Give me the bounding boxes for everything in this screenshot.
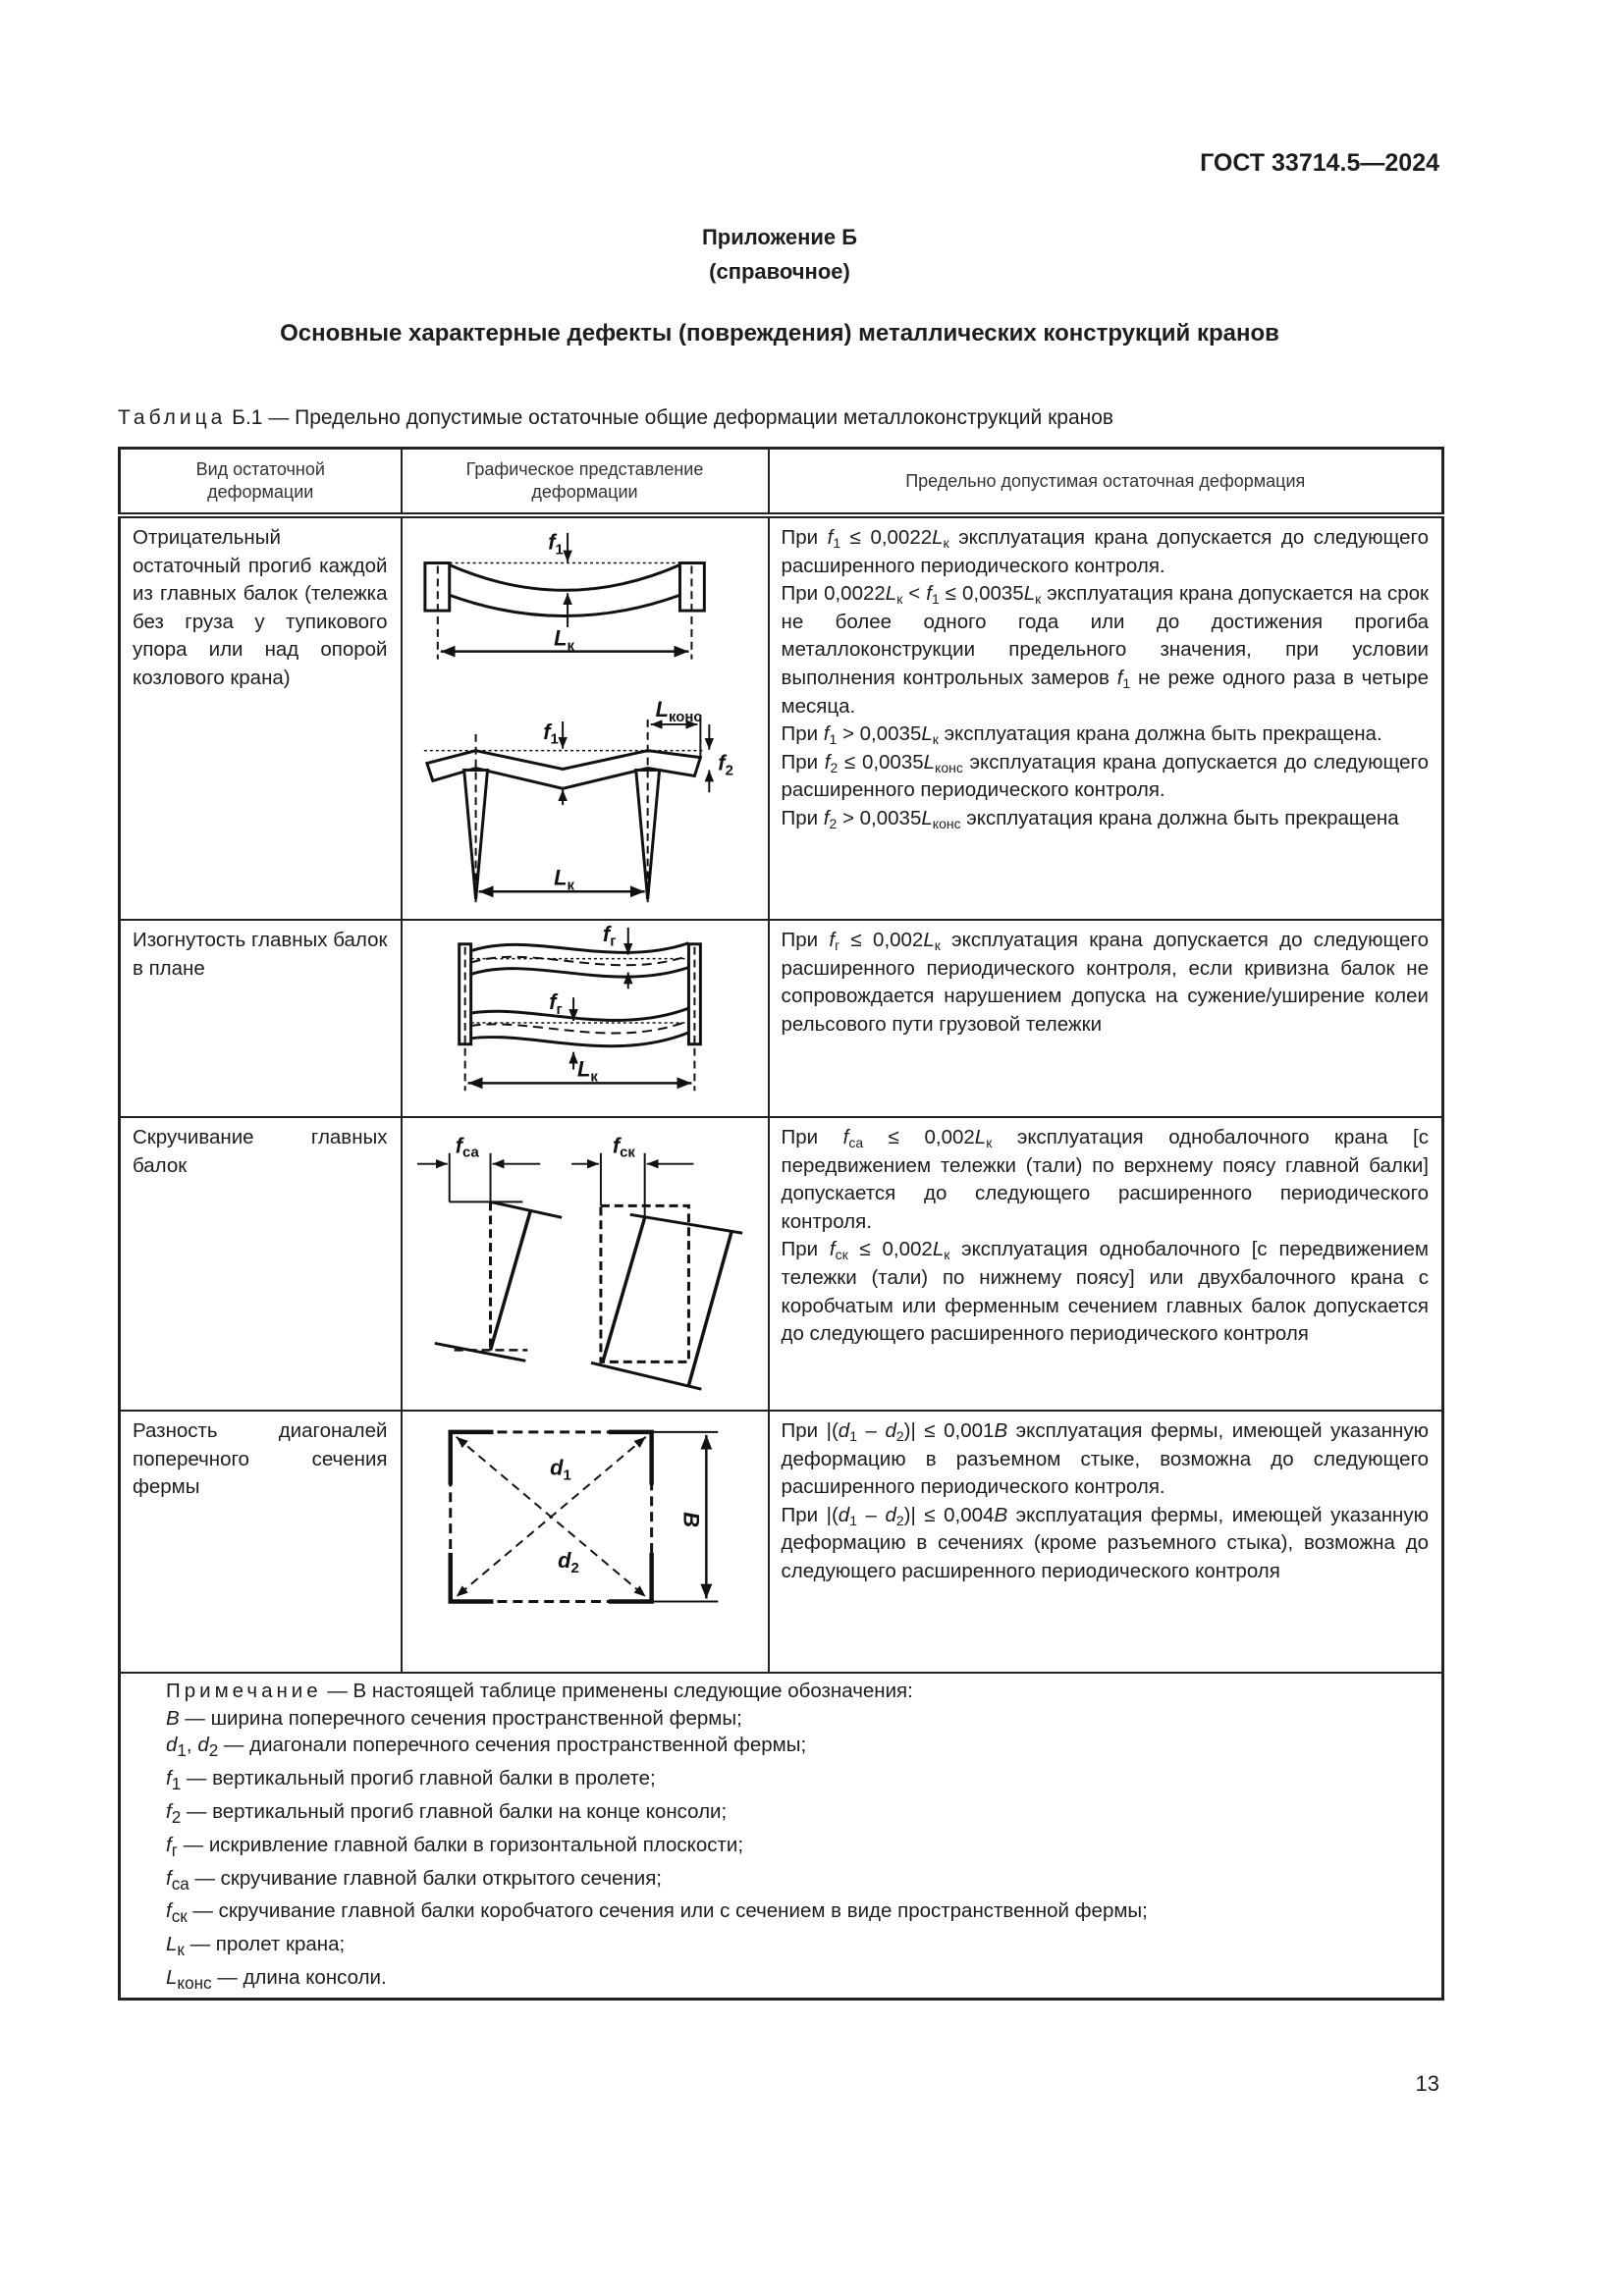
symbol-subscript: г <box>835 937 840 953</box>
symbol: f <box>926 582 932 606</box>
text-run: ≤ 0,002 <box>839 929 924 951</box>
note-intro <box>166 1678 1428 1705</box>
table-caption <box>118 406 1113 430</box>
note-label: Примечание <box>166 1680 322 1702</box>
paragraph <box>782 1124 1430 1236</box>
symbol-subscript: са <box>171 1874 189 1894</box>
symbol: L <box>932 1238 945 1261</box>
limit-text <box>770 518 1442 833</box>
paragraph <box>782 1502 1430 1586</box>
paragraph <box>782 524 1430 580</box>
symbol-subscript: 1 <box>1122 674 1131 691</box>
paragraph <box>782 749 1430 805</box>
symbol: d <box>885 1503 896 1526</box>
symbol: L <box>1023 582 1036 606</box>
text-run: — вертикальный прогиб главной балки в пролете; <box>181 1767 656 1790</box>
symbol-subscript: конс <box>177 1974 212 1994</box>
symbol: f <box>823 722 830 746</box>
text-run: — вертикальный прогиб главной балки на конце консоли; <box>181 1800 728 1823</box>
paragraph <box>166 1897 1428 1931</box>
table-note <box>120 1673 1443 1999</box>
label-fg: $f_г$ <box>602 921 616 950</box>
note-items <box>166 1705 1428 1998</box>
paragraph <box>782 580 1430 721</box>
text-run: При <box>781 1126 843 1148</box>
diagram-cell <box>402 920 769 1117</box>
column-header-text: Предельно допустимая остаточная деформация <box>905 470 1306 491</box>
label-fg: $f_г$ <box>548 989 563 1019</box>
symbol-subscript: к <box>943 535 949 551</box>
note-intro-text: — В настоящей таблице применены следующие обозначения: <box>321 1680 913 1702</box>
limit-cell <box>769 1117 1443 1411</box>
paragraph <box>166 1865 1428 1898</box>
text-run: — скручивание главной балки коробчатого сечения или с сечением в виде пространственной фермы; <box>187 1899 1148 1923</box>
text-run: эксплуатация однобалочного крана [с передвижением тележки (тали) по верхнему поясу главной балки] допускается до следующего расширенного периодического контроля. <box>781 1126 1429 1233</box>
symbol: f <box>1116 666 1123 689</box>
symbol-subscript: к <box>932 731 939 748</box>
deformation-type-cell <box>120 515 402 920</box>
text-run: )| ≤ 0,001 <box>903 1419 995 1442</box>
text-run: ≤ 0,0035 <box>838 750 924 774</box>
symbol: L <box>932 526 944 549</box>
page-number: 13 <box>1415 2071 1439 2096</box>
text-run: эксплуатация крана допускается на срок не более одного года или до достижения прогиба металлоконструкции предельного значения, при условии выполнения контрольных замеров <box>781 582 1429 689</box>
torsion-diagram <box>403 1118 768 1410</box>
paragraph <box>166 1798 1428 1832</box>
column-header <box>120 449 402 516</box>
text-run: эксплуатация крана должна быть прекращена. <box>938 722 1382 746</box>
symbol-subscript: 2 <box>829 815 838 831</box>
symbol: f <box>166 1833 172 1856</box>
label-lk: $L_к$ <box>553 625 574 655</box>
text-run: При |( <box>781 1503 839 1526</box>
symbol-subscript: к <box>896 591 903 608</box>
text-run: При |( <box>781 1419 839 1442</box>
symbol: B <box>166 1706 180 1730</box>
paragraph <box>166 1705 1428 1733</box>
text-run: – <box>856 1503 886 1526</box>
text-run: эксплуатация крана должна быть прекращена <box>960 806 1399 829</box>
table-row <box>120 515 1443 920</box>
label-fca: fса <box>455 1133 479 1161</box>
symbol: f <box>842 1126 849 1148</box>
text-run: При <box>781 1238 830 1261</box>
label-d1: $d_1$ <box>549 1455 571 1484</box>
diagram-cell <box>402 1117 769 1411</box>
table-header-row <box>120 449 1443 516</box>
deformation-type-cell <box>120 920 402 1117</box>
symbol-subscript: ск <box>835 1247 848 1263</box>
text-run: — ширина поперечного сечения пространственной фермы; <box>179 1706 742 1730</box>
text-run: > 0,0035 <box>837 722 922 746</box>
label-b: B <box>677 1512 703 1527</box>
paragraph <box>166 1931 1428 1964</box>
symbol-subscript: г <box>171 1841 178 1860</box>
label-f1: $f_1$ <box>547 529 564 559</box>
label-d2: $d_2$ <box>557 1547 579 1576</box>
deformation-table <box>118 447 1444 2001</box>
symbol: L <box>166 1965 178 1989</box>
symbol-subscript: к <box>1035 591 1042 608</box>
symbol: d <box>838 1419 850 1442</box>
symbol: L <box>923 929 935 951</box>
text-run: )| ≤ 0,004 <box>903 1503 995 1526</box>
text-run: При <box>781 526 828 549</box>
table-row <box>120 1411 1443 1673</box>
label-lkons: $L_{конс}$ <box>655 697 702 725</box>
document-code: ГОСТ 33714.5—2024 <box>1200 149 1439 177</box>
symbol-subscript: 1 <box>833 535 841 551</box>
text-run: При <box>781 929 830 951</box>
column-header <box>769 449 1443 516</box>
symbol: L <box>921 806 933 829</box>
text-run: ≤ 0,002 <box>847 1238 933 1261</box>
limit-cell <box>769 920 1443 1117</box>
text-run: эксплуатация однобалочного [с передвижением тележки (тали) по нижнему поясу] или двухбалочного крана с коробчатым или ферменным сечением главных балок допускается до следующего расширенного периодического контроля <box>781 1238 1429 1346</box>
symbol-subscript: 1 <box>177 1741 187 1761</box>
text-run: — искривление главной балки в горизонтальной плоскости; <box>177 1833 744 1856</box>
text-run: эксплуатация крана допускается до следующего расширенного периодического контроля, если кривизна балок не сопровождается нарушением допуска на сужение/уширение колеи рельсового пути грузовой тележки <box>781 929 1429 1036</box>
paragraph <box>782 721 1430 749</box>
text-run: эксплуатация фермы, имеющей указанную деформацию в сечениях (кроме разъемного стыка), возможна до следующего расширенного периодического контроля <box>781 1503 1429 1582</box>
paragraph <box>166 1732 1428 1765</box>
limit-text <box>770 1118 1442 1349</box>
text-run: эксплуатация крана допускается до следующего расширенного периодического контроля. <box>781 750 1429 802</box>
text-run: эксплуатация фермы, имеющей указанную деформацию в разъемном стыке, возможна до следующего расширенного периодического контроля. <box>781 1419 1429 1499</box>
table-row <box>120 1117 1443 1411</box>
symbol-subscript: к <box>177 1941 185 1960</box>
symbol: L <box>923 750 936 774</box>
section-title: Основные характерные дефекты (повреждения) металлических конструкций кранов <box>280 320 1279 347</box>
text-run: < <box>902 582 927 606</box>
symbol: f <box>166 1899 172 1923</box>
symbol: L <box>166 1933 178 1956</box>
symbol-subscript: конс <box>935 759 963 775</box>
text-run: эксплуатация крана допускается до следующего расширенного периодического контроля. <box>781 526 1429 577</box>
symbol: d <box>166 1734 178 1757</box>
symbol: f <box>166 1866 172 1890</box>
text-run: — скручивание главной балки открытого сечения; <box>189 1866 662 1890</box>
symbol: f <box>829 1238 836 1261</box>
appendix-title: Приложение Б <box>701 225 858 249</box>
text-run: ≤ 0,0035 <box>939 582 1024 606</box>
text-run: При <box>781 722 824 746</box>
text-run: , <box>186 1734 198 1757</box>
label-f2: $f_2$ <box>717 750 733 779</box>
deformation-type: Скручивание главных балок <box>133 1126 388 1177</box>
symbol: L <box>921 722 933 746</box>
symbol-subscript: 2 <box>208 1741 219 1761</box>
paragraph <box>166 1832 1428 1865</box>
deformation-type-cell <box>120 1411 402 1673</box>
paragraph <box>782 1236 1430 1348</box>
appendix-status: (справочное) <box>709 259 850 284</box>
diagram-cell <box>402 515 769 920</box>
limit-cell <box>769 1411 1443 1673</box>
text-run: > 0,0035 <box>837 806 922 829</box>
symbol: f <box>829 929 836 951</box>
plan-curvature-diagram <box>403 921 768 1116</box>
text-run: При 0,0022 <box>781 582 886 606</box>
limit-text <box>770 1412 1442 1586</box>
appendix-heading <box>118 220 1441 289</box>
symbol-subscript: 2 <box>895 1512 904 1528</box>
table-caption-label: Таблица <box>118 406 227 429</box>
text-run: ≤ 0,0022 <box>840 526 933 549</box>
symbol-subscript: 2 <box>895 1428 904 1444</box>
table-caption-text: Б.1 — Предельно допустимые остаточные общие деформации металлоконструкций кранов <box>226 406 1114 429</box>
limit-text <box>770 921 1442 1039</box>
column-header <box>402 449 769 516</box>
symbol: B <box>994 1503 1008 1526</box>
symbol-subscript: к <box>934 937 941 953</box>
symbol: d <box>885 1419 896 1442</box>
paragraph <box>782 927 1430 1039</box>
symbol-subscript: 2 <box>830 759 839 775</box>
column-header-text: Графическое представление деформации <box>465 459 704 502</box>
text-run: При <box>781 806 824 829</box>
symbol-subscript: 1 <box>931 591 940 608</box>
negative-deflection-diagram <box>403 518 768 919</box>
deformation-type: Отрицательный остаточный прогиб каждой из главных балок (тележка без груза у тупикового упора или над опорой козлового крана) <box>133 526 388 689</box>
symbol-subscript: 1 <box>829 731 838 748</box>
limit-cell <box>769 515 1443 920</box>
symbol: f <box>166 1800 172 1823</box>
symbol-subscript: конс <box>932 815 961 831</box>
paragraph <box>166 1964 1428 1998</box>
symbol: L <box>974 1126 987 1148</box>
symbol-subscript: 2 <box>171 1808 182 1828</box>
symbol-subscript: к <box>944 1247 950 1263</box>
symbol: L <box>885 582 897 606</box>
diagram-cell <box>402 1411 769 1673</box>
symbol: f <box>824 750 831 774</box>
text-run: — диагонали поперечного сечения пространственной фермы; <box>218 1734 807 1757</box>
symbol: d <box>197 1734 209 1757</box>
text-run: При <box>781 750 825 774</box>
symbol: d <box>838 1503 850 1526</box>
label-f1: $f_1$ <box>542 719 559 748</box>
symbol-subscript: 1 <box>849 1512 857 1528</box>
symbol: f <box>827 526 834 549</box>
label-lk: $L_к$ <box>553 865 574 894</box>
label-fck: fск <box>612 1133 635 1161</box>
symbol: f <box>166 1767 172 1790</box>
symbol-subscript: са <box>848 1135 864 1150</box>
symbol-subscript: 1 <box>849 1428 857 1444</box>
text-run: — пролет крана; <box>184 1933 346 1956</box>
symbol-subscript: к <box>986 1135 993 1150</box>
table-row <box>120 920 1443 1117</box>
text-run: ≤ 0,002 <box>863 1126 975 1148</box>
deformation-type: Изогнутость главных балок в плане <box>133 929 388 980</box>
text-run: — длина консоли. <box>211 1965 387 1989</box>
diagonal-difference-diagram <box>403 1412 768 1672</box>
text-run: – <box>856 1419 886 1442</box>
deformation-type-cell <box>120 1117 402 1411</box>
text-run: не реже одного раза в четыре месяца. <box>781 666 1429 718</box>
paragraph <box>782 805 1430 833</box>
symbol-subscript: 1 <box>171 1775 182 1794</box>
deformation-type: Разность диагоналей поперечного сечения фермы <box>133 1419 388 1499</box>
paragraph <box>782 1417 1430 1502</box>
table-note-row <box>120 1673 1443 1999</box>
label-lk: $L_к$ <box>576 1056 598 1086</box>
paragraph <box>166 1765 1428 1798</box>
symbol: B <box>994 1419 1008 1442</box>
column-header-text: Вид остаточной деформации <box>195 459 325 502</box>
symbol-subscript: ск <box>171 1907 188 1927</box>
symbol: f <box>823 806 830 829</box>
